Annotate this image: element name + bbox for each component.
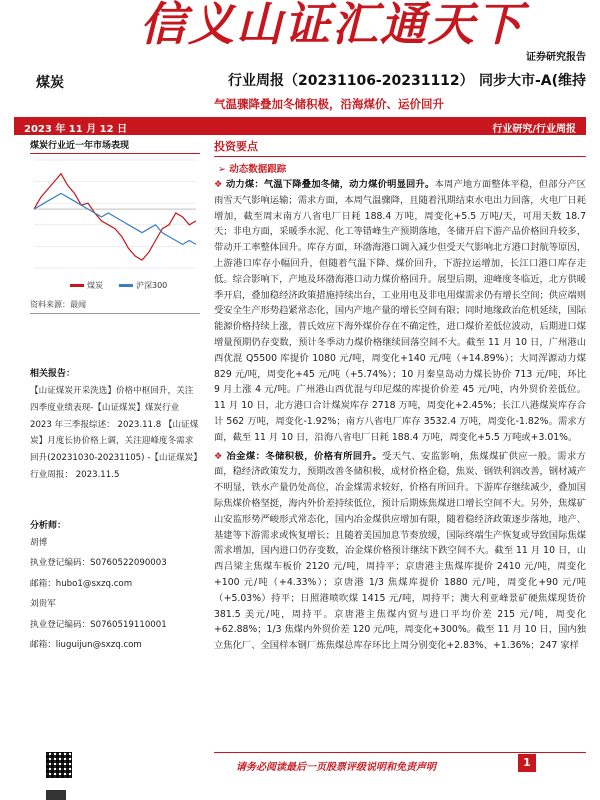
headline: 气温骤降叠加冬储积极，沿海煤价、运价回升 (214, 97, 444, 111)
analyst-name: 胡博 (30, 537, 48, 548)
related-reports-title: 相关报告： (30, 369, 76, 379)
qr-code-icon (46, 752, 72, 778)
related-reports[interactable]: 【山证煤炭开采洗选】价格中枢回升，关注四季度业绩表现-【山证煤炭】煤炭行业 2023 年三季报综述： 2023.11.8 【山证煤炭】月度长协价格上调，关注迎峰度冬需求回升(20231030-20231105) -【山证煤炭】行业周报： 2023.11.5 (30, 386, 199, 480)
chart-source: 资料来源：最闻 (30, 300, 86, 309)
paragraph-head: ❖ 动力煤：气温下降叠加冬储，动力煤价明显回升。 (214, 179, 434, 190)
analysts-title: 分析师： (30, 520, 67, 531)
analyst-name: 刘贵军 (30, 599, 56, 610)
sector-name: 煤炭 (36, 75, 64, 91)
left-column (30, 138, 200, 656)
analyst-license: 执业登记编码：S0760519110001 (30, 619, 167, 630)
title-row (14, 70, 586, 92)
footer-disclaimer: 请务必阅读最后一页股票评级说明和免责声明 (236, 762, 436, 773)
analyst-list (30, 533, 200, 656)
report-date: 2023 年 11 月 12 日 (24, 124, 128, 135)
rating: 同步大市-A(维持 (478, 73, 586, 89)
performance-chart (30, 156, 200, 274)
paragraph-head: ❖ 冶金煤：冬储积极，价格有所回升。 (214, 451, 382, 462)
main-content (214, 138, 586, 654)
info-bar (14, 117, 586, 135)
page-number: 1 (518, 754, 536, 772)
banner (0, 0, 600, 62)
chart-title: 煤炭行业近一年市场表现 (30, 141, 130, 151)
report-title: 行业周报（20231106-20231112） (228, 73, 474, 89)
section-title: 投资要点 (214, 140, 258, 153)
analyst-license: 执业登记编码：S0760522090003 (30, 558, 167, 569)
analyst-email[interactable]: 邮箱：hubo1@sxzq.com (30, 578, 133, 589)
legend-item-csi300: 沪深300 (119, 280, 167, 291)
report-type-label: 证券研究报告 (526, 52, 586, 62)
qr-code-icon (46, 790, 66, 800)
paragraph-thermal-coal: ❖ 动力煤：气温下降叠加冬储，动力煤价明显回升。本周产地方面整体平稳，但部分产区雨雪天气影响运输；需求方面，本周气温骤降，且随着汛期结束水电出力回落，火电厂日耗增加，截至周末南方八省电厂日耗 188.4 万吨，周变化+5.5 万吨/天，可用天数 18.7 天；非电方面，采暖季水泥、化工等错峰生产预期落地，冬储开启下游产品价格回升较多，带动开工率整体回升。库存方面，环渤海港口调入减少但受天气影响北方港口封航等原因，上游港口库存小幅回升，但随着气温下降、煤价回升，下游拉运增加，长江口港口库存走低。综合影响下，产地及环渤海港口动力煤价格回升。展望后期，迎峰度冬临近，北方供暖季开启，叠加稳经济政策措施持续出台，工业用电及非电用煤需求仍有增长空间；供应端则受安全生产形势趋紧常态化，国内产地产量的增长空间有限；同时地缘政治危机延续，国际能源价格持续上涨，普氏效应下海外煤价存在不确定性，进口煤价差低位波动，后期进口煤增量预期仍存变数，预计冬季动力煤价格继续回落空间不大。截至 11 月 10 日，广州港山西优混 Q5500 库提价 1080 元/吨，周变化+140 元/吨（+14.89%）；大同浑源动力煤 829 元/吨，周变化+45 元/吨（+5.74%）；10 月秦皇岛动力煤长协价 713 元/吨，环比 9 月上涨 4 元/吨。广州港山西优混与印尼煤的库提价价差 45 元/吨，内外贸价差低位。11 月 10 日，北方港口合计煤炭库存 2718 万吨，周变化+2.45%；长江八港煤炭库存合计 562 万吨，周变化-1.92%；南方八省电厂库存 3532.4 万吨，周变化-1.82%。需求方面，截至 11 月 10 日，沿海八省电厂日耗 188.4 万吨，周变化+5.5 万吨或+3.01%。 (214, 177, 586, 446)
legend-item-coal: 煤炭 (70, 280, 103, 291)
analyst-email[interactable]: 邮箱：liuguijun@sxzq.com (30, 640, 142, 651)
banner-slogan: 信义山证汇通天下 (140, 0, 524, 51)
chart-legend (70, 280, 200, 291)
report-category: 行业研究/行业周报 (492, 124, 576, 135)
chart-series-line-1 (34, 193, 196, 244)
paragraph-coking-coal: ❖ 冶金煤：冬储积极，价格有所回升。受天气、安监影响，焦煤煤矿供应一般。需求方面，稳经济政策发力，预期改善冬储积极，成材价格企稳，焦炭、钢铁利润改善，钢材减产不明显，铁水产量仍处高位，冶金煤需求较好，价格有所回升。下游库存继续减少，叠加国际焦煤价格坚挺，海内外价差持续低位，预计后期炼焦煤进口增长空间不大。另外，焦煤矿山安监形势严峻形式常态化，国内冶金煤供应增加有限，随着稳经济政策逐步落地，地产、基建等下游需求或恢复增长；且随着美国加息节奏放缓，国际终端生产恢复或导致国际焦煤需求增加，国内进口仍存变数，冶金煤价格预计继续下跌空间不大。截至 11 月 10 日，山西吕梁主焦煤车板价 2120 元/吨，周持平；京唐港主焦煤库提价 2410 元/吨，周变化+100 元/吨（+4.33%）；京唐港 1/3 焦煤库提价 1880 元/吨，周变化+90 元/吨（+5.03%）持平；日照港喷吹煤 1415 元/吨，周持平；澳大利亚峰景矿硬焦煤现货价 381.5 美元/吨，周持平。京唐港主焦煤内贸与进口平均价差 215 元/吨，周变化+62.88%；1/3 焦煤内外贸价差 120 元/吨，周变化+300%。截至 11 月 10 日，国内独立焦化厂、全国样本钢厂炼焦煤总库存环比上周分别变化+2.83%、+1.36%；247 家样 (214, 449, 586, 654)
subsection-bullet: ➢ 动态数据跟踪 (218, 161, 586, 175)
